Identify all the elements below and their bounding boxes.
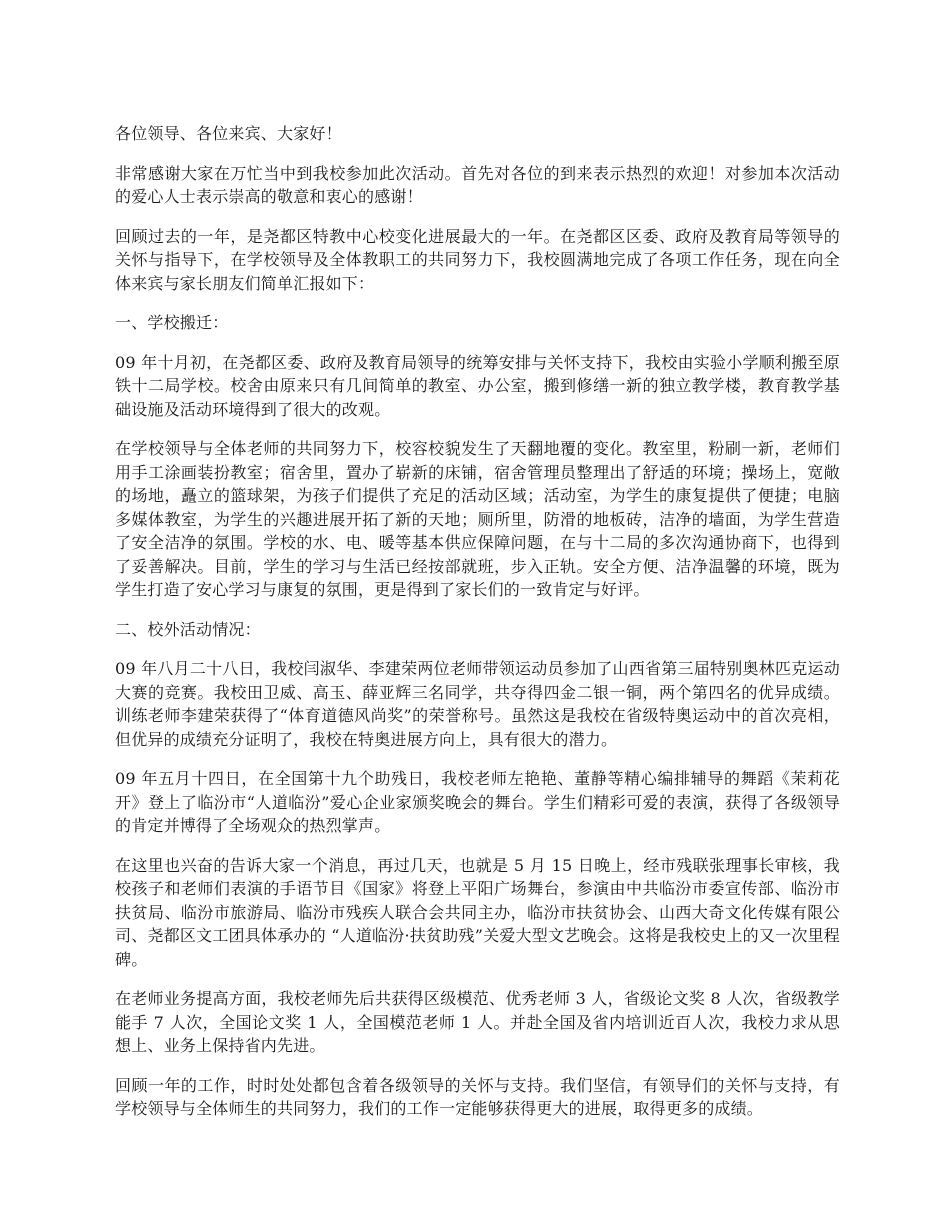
section-heading-activities: 二、校外活动情况： bbox=[115, 619, 261, 639]
teacher-achievements-paragraph: 在老师业务提高方面，我校老师先后共获得区级模范、优秀老师 3 人，省级论文奖 8 人次，省级教学能手 7 人次，全国论文奖 1 人，全国模范老师 1 人。并赴全国及省内培训近百人次，我校力求从思想上、业务上保持省内先进。 bbox=[115, 989, 840, 1055]
special-olympics-paragraph: 09 年八月二十八日，我校闫淑华、李建荣两位老师带领运动员参加了山西省第三届特别奥林匹克运动大赛的竞赛。我校田卫威、高玉、薛亚辉三名同学，共夺得四金二银一铜，两个第四名的优异成绩。训练老师李建荣获得了“体育道德风尚奖”的荣誉称号。虽然这是我校在省级特奥运动中的首次亮相，但优异的成绩充分证明了，我校在特奥进展方向上，具有很大的潜力。 bbox=[115, 659, 840, 749]
greeting-paragraph: 各位领导、各位来宾、大家好！ bbox=[115, 124, 342, 143]
document-body bbox=[115, 122, 840, 1137]
review-intro-paragraph: 回顾过去的一年，是尧都区特教中心校变化进展最大的一年。在尧都区区委、政府及教育局等领导的关怀与指导下，在学校领导及全体教职工的共同努力下，我校圆满地完成了各项工作任务，现在向全体来宾与家长朋友们简单汇报如下： bbox=[115, 226, 840, 293]
closing-paragraph: 回顾一年的工作，时时处处都包含着各级领导的关怀与支持。我们坚信，有领导们的关怀与支持，有学校领导与全体师生的共同努力，我们的工作一定能够获得更大的进展，取得更多的成绩。 bbox=[115, 1075, 840, 1118]
dance-performance-paragraph: 09 年五月十四日，在全国第十九个助残日，我校老师左艳艳、董静等精心编排辅导的舞蹈《茉莉花开》登上了临汾市“人道临汾”爱心企业家颁奖晚会的舞台。学生们精彩可爱的表演，获得了各级领导的肯定并博得了全场观众的热烈掌声。 bbox=[115, 769, 840, 835]
announcement-paragraph: 在这里也兴奋的告诉大家一个消息，再过几天，也就是 5 月 15 日晚上，经市残联张理事长审核，我校孩子和老师们表演的手语节目《国家》将登上平阳广场舞台，参演由中共临汾市委宣传部、临汾市扶贫局、临汾市旅游局、临汾市残疾人联合会共同主办，临汾市扶贫协会、山西大奇文化传媒有限公司、尧都区文工团具体承办的 “人道临汾·扶贫助残”关爱大型文艺晚会。这将是我校史上的又一次里程碑。 bbox=[115, 855, 840, 969]
thanks-paragraph: 非常感谢大家在万忙当中到我校参加此次活动。首先对各位的到来表示热烈的欢迎！对参加本次活动的爱心人士表示崇高的敬意和衷心的感谢！ bbox=[115, 163, 840, 206]
section-heading-relocation: 一、学校搬迁： bbox=[115, 313, 229, 332]
campus-change-paragraph: 在学校领导与全体老师的共同努力下，校容校貌发生了天翻地覆的变化。教室里，粉刷一新，老师们用手工涂画装扮教室；宿舍里，置办了崭新的床铺，宿舍管理员整理出了舒适的环境；操场上，宽敞的场地，矗立的篮球架，为孩子们提供了充足的活动区域；活动室，为学生的康复提供了便捷；电脑多媒体教室，为学生的兴趣进展开拓了新的天地；厕所里，防滑的地板砖，洁净的墙面，为学生营造了安全洁净的氛围。学校的水、电、暖等基本供应保障问题，在与十二局的多次沟通协商下，也得到了妥善解决。目前，学生的学习与生活已经按部就班，步入正轨。安全方便、洁净温馨的环境，既为学生打造了安心学习与康复的氛围，更是得到了家长们的一致肯定与好评。 bbox=[115, 439, 840, 599]
relocation-paragraph: 09 年十月初，在尧都区委、政府及教育局领导的统筹安排与关怀支持下，我校由实验小学顺利搬至原铁十二局学校。校舍由原来只有几间简单的教室、办公室，搬到修缮一新的独立教学楼，教育教学基础设施及活动环境得到了很大的改观。 bbox=[115, 352, 840, 419]
